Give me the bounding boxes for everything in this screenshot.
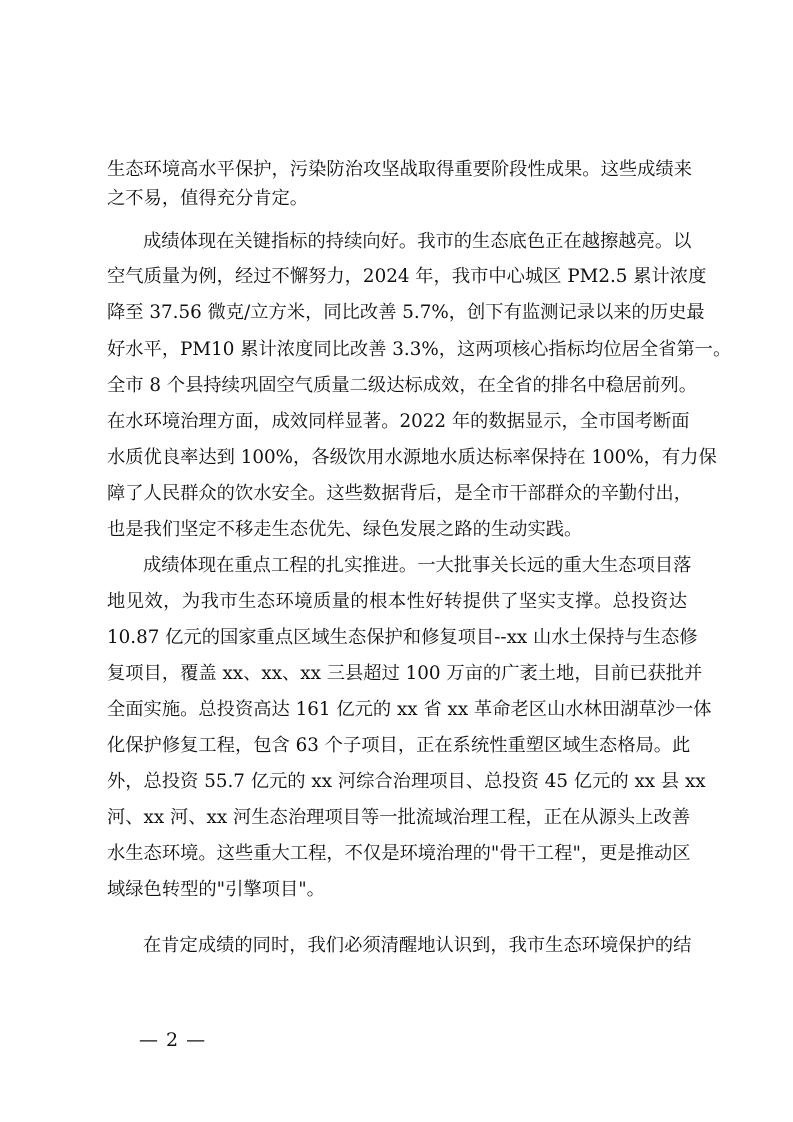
text-line: 全市 8 个县持续巩固空气质量二级达标成效，在全省的排名中稳居前列。 [107,375,697,396]
text-line: 空气质量为例，经过不懈努力，2024 年，我市中心城区 PM2.5 累计浓度 [107,266,707,287]
text-line: 地见效，为我市生态环境质量的根本性好转提供了坚实支撑。总投资达 [107,591,687,612]
page-number: — 2 — [139,1029,207,1051]
text-line: 在水环境治理方面，成效同样显著。2022 年的数据显示，全市国考断面 [107,411,690,432]
text-line: 10.87 亿元的国家重点区域生态保护和修复项目--xx 山水土保持与生态修 [107,627,698,648]
text-line: 之不易，值得充分肯定。 [107,188,309,209]
text-line: 障了人民群众的饮水安全。这些数据背后，是全市干部群众的辛勤付出， [107,483,692,504]
text-line: 成绩体现在关键指标的持续向好。我市的生态底色正在越擦越亮。以 [143,231,692,252]
text-line: 好水平，PM10 累计浓度同比改善 3.3%，这两项核心指标均位居全省第一。 [107,339,732,360]
text-line: 化保护修复工程，包含 63 个子项目，正在系统性重塑区域生态格局。此 [107,735,691,756]
text-line: 降至 37.56 微克/立方米，同比改善 5.7%，创下有监测记录以来的历史最 [107,302,705,323]
text-line: 域绿色转型的"引擎项目"。 [107,879,325,900]
text-line: 水生态环境。这些重大工程，不仅是环境治理的"骨干工程"，更是推动区 [107,843,691,864]
text-line: 也是我们坚定不移走生态优先、绿色发展之路的生动实践。 [107,519,583,540]
text-line: 复项目，覆盖 xx、xx、xx 三县超过 100 万亩的广袤土地，目前已获批并 [107,663,703,684]
text-line: 全面实施。总投资高达 161 亿元的 xx 省 xx 革命老区山水林田湖草沙一体 [107,699,712,720]
text-line: 水质优良率达到 100%，各级饮用水源地水质达标率保持在 100%，有力保 [107,447,717,468]
text-line: 河、xx 河、xx 河生态治理项目等一批流域治理工程，正在从源头上改善 [107,807,691,828]
text-line: 在肯定成绩的同时，我们必须清醒地认识到，我市生态环境保护的结 [143,935,692,956]
text-line: 生态环境高水平保护，污染防治攻坚战取得重要阶段性成果。这些成绩来 [107,159,692,180]
text-line: 外，总投资 55.7 亿元的 xx 河综合治理项目、总投资 45 亿元的 xx 县 xx [107,771,706,792]
text-line: 成绩体现在重点工程的扎实推进。一大批事关长远的重大生态项目落 [143,555,692,576]
